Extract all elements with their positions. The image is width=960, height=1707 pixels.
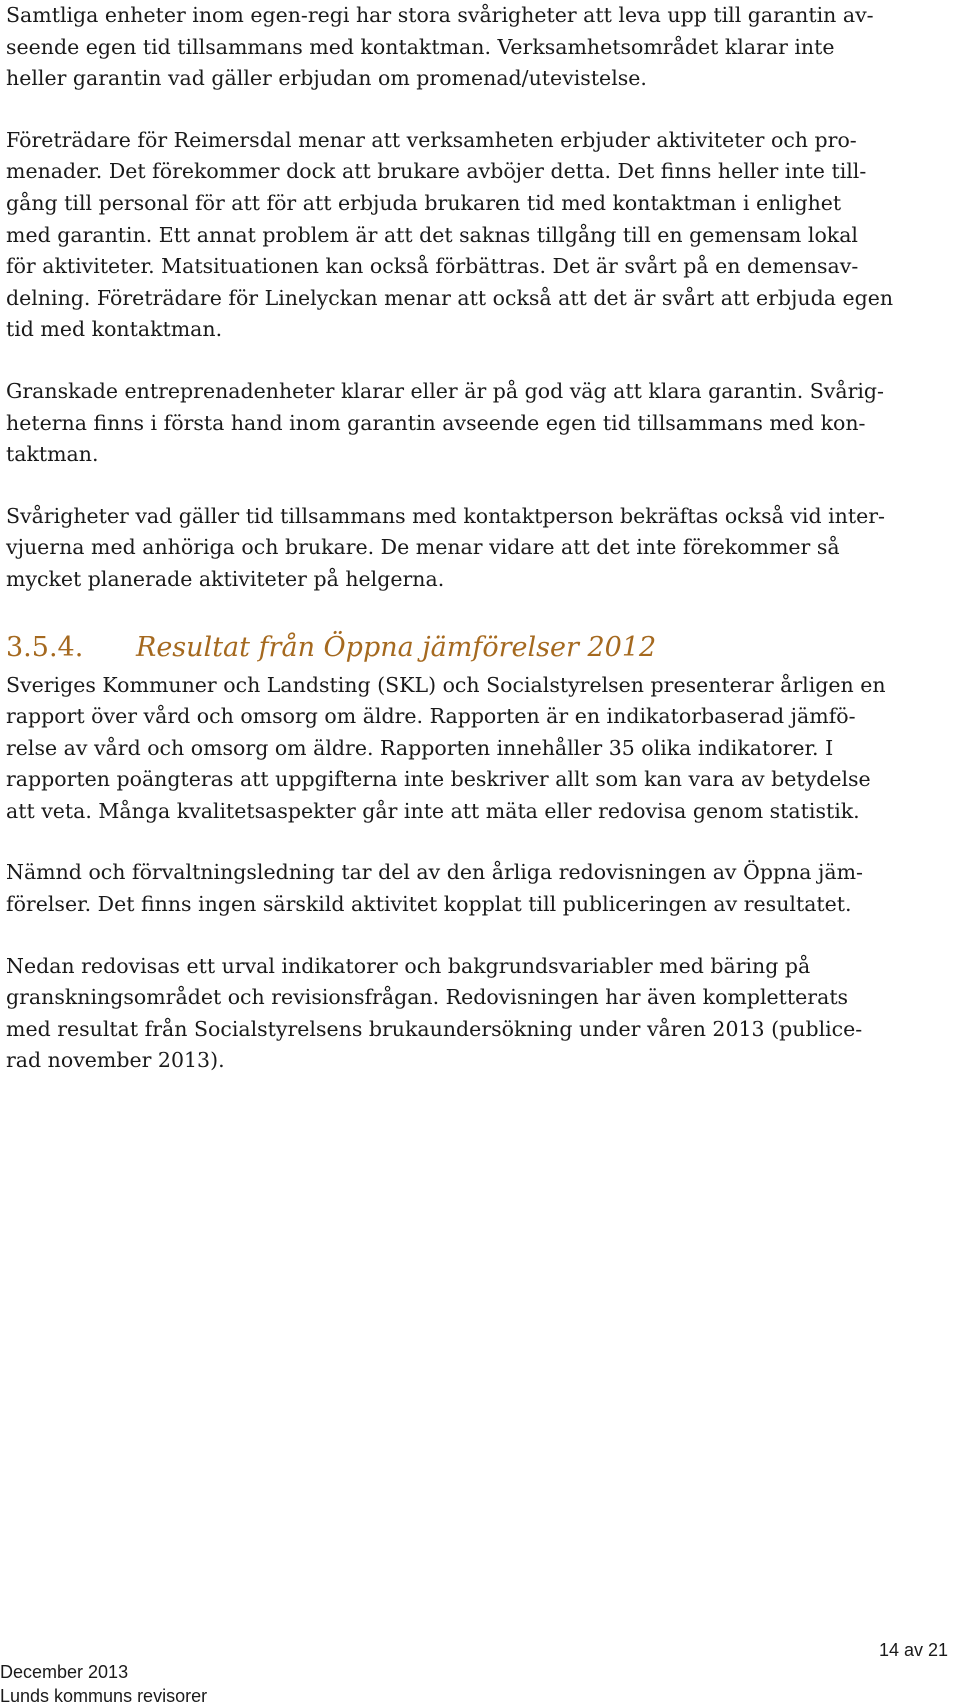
text-line: förelser. Det finns ingen särskild aktivitet kopplat till publiceringen av resultatet.	[6, 892, 852, 917]
text-line: för aktiviteter. Matsituationen kan också förbättras. Det är svårt på en demensav-	[6, 254, 859, 279]
text-line: seende egen tid tillsammans med kontaktman. Verksamhetsområdet klarar inte	[6, 34, 835, 59]
text-line: gång till personal för att för att erbjuda brukaren tid med kontaktman i enlighet	[6, 190, 842, 215]
footer-date: December 2013	[0, 1662, 129, 1682]
text-line: Nedan redovisas ett urval indikatorer och bakgrundsvariabler med bäring på	[6, 953, 811, 978]
text-line: Sveriges Kommuner och Landsting (SKL) och Socialstyrelsen presenterar årligen en	[6, 672, 886, 697]
text-line: mycket planerade aktiviteter på helgerna.	[6, 566, 445, 591]
text-line: Nämnd och förvaltningsledning tar del av den årliga redovisningen av Öppna jäm-	[6, 860, 863, 885]
text-line: menader. Det förekommer dock att brukare avböjer detta. Det finns heller inte till-	[6, 159, 867, 184]
paragraph	[6, 857, 946, 920]
paragraph	[6, 0, 946, 95]
text-line: rapporten poängteras att uppgifterna inte beskriver allt som kan vara av betydelse	[6, 767, 871, 792]
text-line: Företrädare för Reimersdal menar att verksamheten erbjuder aktiviteter och pro-	[6, 127, 857, 152]
text-line: tid med kontaktman.	[6, 317, 223, 342]
page-number: 14 av 21	[878, 1640, 948, 1660]
text-line: rad november 2013).	[6, 1048, 225, 1073]
document-body	[6, 0, 946, 1107]
paragraph	[6, 376, 946, 471]
paragraph	[6, 125, 946, 346]
text-line: med garantin. Ett annat problem är att det saknas tillgång till en gemensam lokal	[6, 222, 858, 247]
text-line: delning. Företrädare för Linelyckan menar att också att det är svårt att erbjuda egen	[6, 285, 894, 310]
section-heading	[6, 626, 946, 670]
text-line: vjuerna med anhöriga och brukare. De menar vidare att det inte förekommer så	[6, 535, 840, 560]
text-line: relse av vård och omsorg om äldre. Rapporten innehåller 35 olika indikatorer. I	[6, 735, 834, 760]
text-line: Samtliga enheter inom egen-regi har stora svårigheter att leva upp till garantin av-	[6, 3, 874, 27]
text-line: Granskade entreprenadenheter klarar eller är på god väg att klara garantin. Svårig-	[6, 378, 884, 403]
paragraph	[6, 501, 946, 596]
paragraph	[6, 951, 946, 1077]
text-line: heller garantin vad gäller erbjudan om promenad/utevistelse.	[6, 66, 647, 91]
text-line: heterna finns i första hand inom garantin avseende egen tid tillsammans med kon-	[6, 410, 866, 435]
footer-organization: Lunds kommuns revisorer	[0, 1686, 208, 1706]
text-line: med resultat från Socialstyrelsens brukaundersökning under våren 2013 (publice-	[6, 1016, 863, 1041]
paragraph	[6, 670, 946, 828]
section-title: Resultat från Öppna jämförelser 2012	[136, 631, 657, 663]
text-line: rapport över vård och omsorg om äldre. Rapporten är en indikatorbaserad jämfö-	[6, 704, 856, 729]
section-number: 3.5.4.	[6, 631, 84, 663]
text-line: granskningsområdet och revisionsfrågan. Redovisningen har även kompletterats	[6, 985, 849, 1010]
text-line: Svårigheter vad gäller tid tillsammans med kontaktperson bekräftas också vid inter-	[6, 503, 885, 528]
text-line: taktman.	[6, 442, 99, 467]
text-line: att veta. Många kvalitetsaspekter går inte att mäta eller redovisa genom statistik.	[6, 798, 860, 823]
